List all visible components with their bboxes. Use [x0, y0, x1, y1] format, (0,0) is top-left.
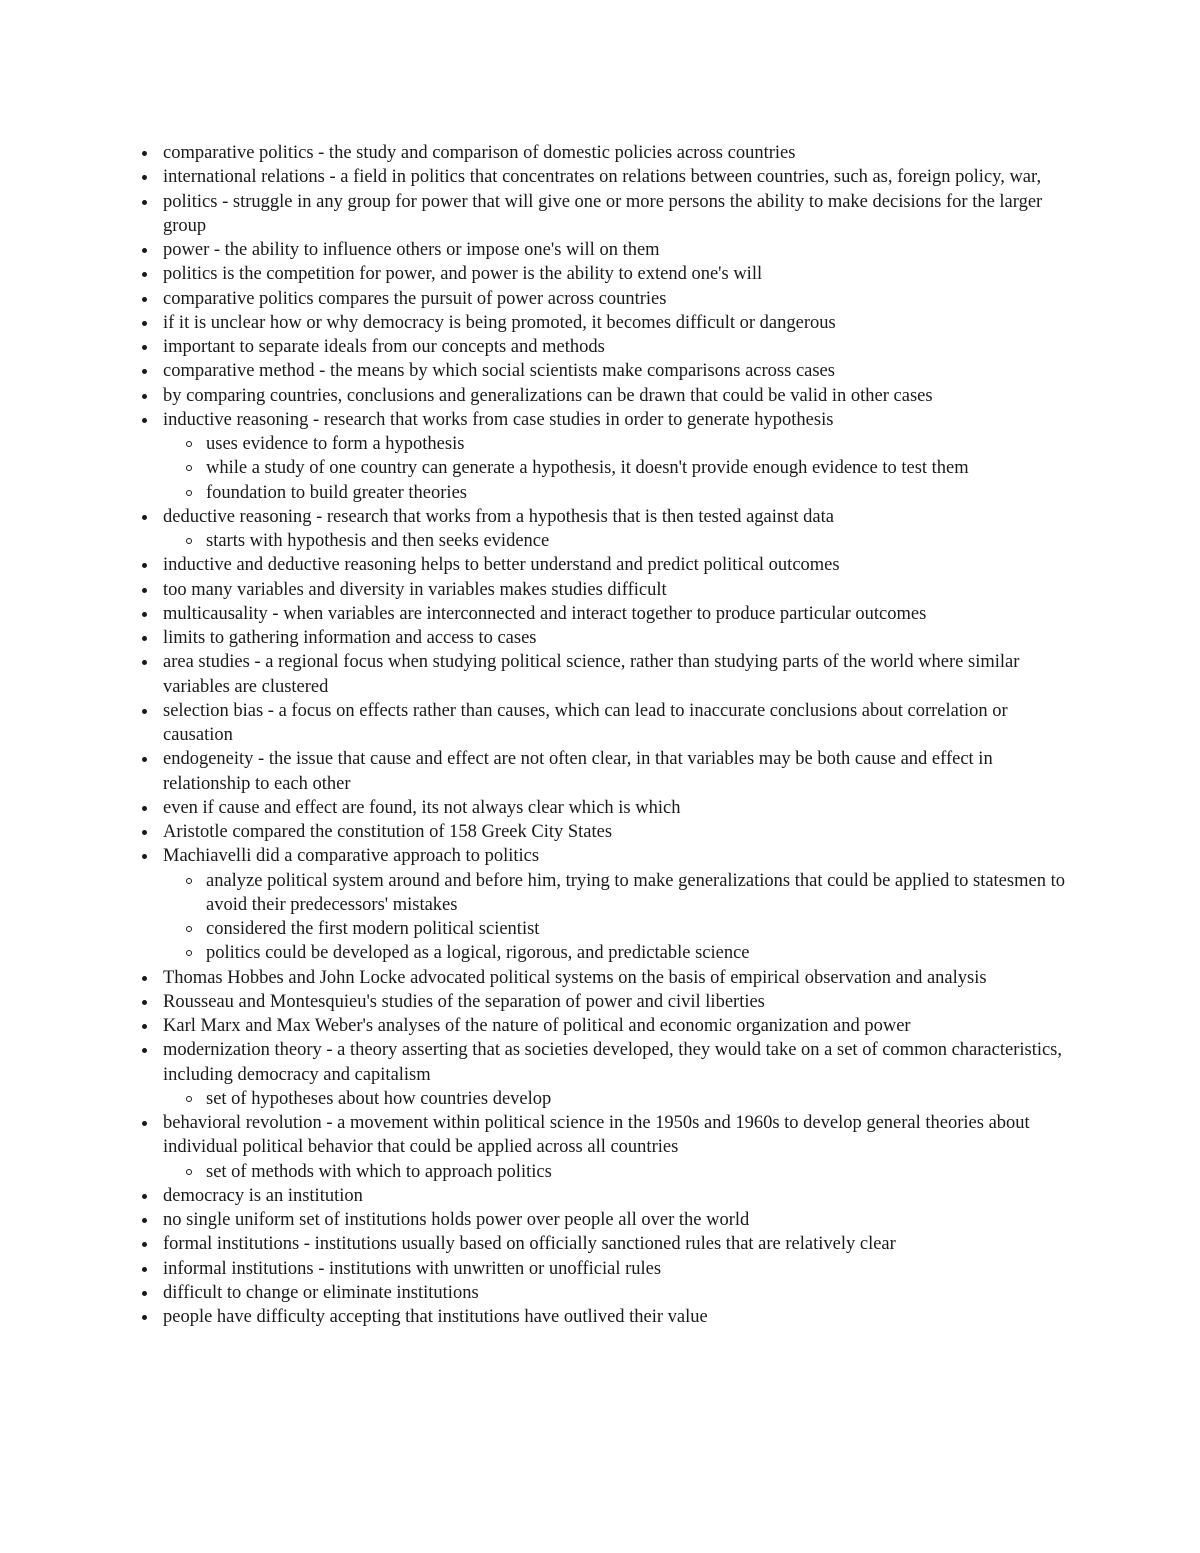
bullet-item: people have difficulty accepting that institutions have outlived their value — [140, 1305, 1065, 1329]
bullet-item: politics is the competition for power, and power is the ability to extend one's will — [140, 262, 1065, 286]
bullet-item: democracy is an institution — [140, 1184, 1065, 1208]
sub-bullet-item: considered the first modern political scientist — [140, 917, 1065, 941]
bullet-item: behavioral revolution - a movement within political science in the 1950s and 1960s to develop general theories about individual political behavior that could be applied across all countries — [140, 1111, 1065, 1160]
bullet-item: Machiavelli did a comparative approach to politics — [140, 844, 1065, 868]
bullet-item: comparative politics compares the pursuit of power across countries — [140, 287, 1065, 311]
bullet-item: multicausality - when variables are interconnected and interact together to produce particular outcomes — [140, 602, 1065, 626]
sub-bullet-item: uses evidence to form a hypothesis — [140, 432, 1065, 456]
bullet-item: international relations - a field in politics that concentrates on relations between countries, such as, foreign policy, war, — [140, 165, 1065, 189]
bullet-item: selection bias - a focus on effects rather than causes, which can lead to inaccurate conclusions about correlation or causation — [140, 699, 1065, 748]
bullet-item: modernization theory - a theory asserting that as societies developed, they would take on a set of common characteristics, including democracy and capitalism — [140, 1038, 1065, 1087]
bullet-item: endogeneity - the issue that cause and effect are not often clear, in that variables may be both cause and effect in relationship to each other — [140, 747, 1065, 796]
bullet-item: inductive and deductive reasoning helps to better understand and predict political outcomes — [140, 553, 1065, 577]
bullet-item: formal institutions - institutions usually based on officially sanctioned rules that are relatively clear — [140, 1232, 1065, 1256]
bullet-item: Aristotle compared the constitution of 158 Greek City States — [140, 820, 1065, 844]
bullet-item: even if cause and effect are found, its not always clear which is which — [140, 796, 1065, 820]
bullet-item: by comparing countries, conclusions and generalizations can be drawn that could be valid in other cases — [140, 384, 1065, 408]
bullet-item: if it is unclear how or why democracy is being promoted, it becomes difficult or dangerous — [140, 311, 1065, 335]
sub-bullet-item: starts with hypothesis and then seeks evidence — [140, 529, 1065, 553]
sub-bullet-item: set of methods with which to approach politics — [140, 1160, 1065, 1184]
bullet-item: area studies - a regional focus when studying political science, rather than studying parts of the world where similar variables are clustered — [140, 650, 1065, 699]
bullet-item: Rousseau and Montesquieu's studies of the separation of power and civil liberties — [140, 990, 1065, 1014]
bullet-item: inductive reasoning - research that works from case studies in order to generate hypothesis — [140, 408, 1065, 432]
bullet-item: politics - struggle in any group for power that will give one or more persons the ability to make decisions for the larger group — [140, 190, 1065, 239]
bullet-item: power - the ability to influence others or impose one's will on them — [140, 238, 1065, 262]
bullet-item: Karl Marx and Max Weber's analyses of the nature of political and economic organization and power — [140, 1014, 1065, 1038]
bullet-item: important to separate ideals from our concepts and methods — [140, 335, 1065, 359]
sub-bullet-item: set of hypotheses about how countries develop — [140, 1087, 1065, 1111]
bullet-item: comparative politics - the study and comparison of domestic policies across countries — [140, 141, 1065, 165]
bullet-item: limits to gathering information and access to cases — [140, 626, 1065, 650]
bullet-item: comparative method - the means by which social scientists make comparisons across cases — [140, 359, 1065, 383]
sub-bullet-item: analyze political system around and before him, trying to make generalizations that could be applied to statesmen to avoid their predecessors' mistakes — [140, 869, 1065, 918]
bullet-item: Thomas Hobbes and John Locke advocated political systems on the basis of empirical observation and analysis — [140, 966, 1065, 990]
bullet-item: deductive reasoning - research that works from a hypothesis that is then tested against data — [140, 505, 1065, 529]
bullet-item: difficult to change or eliminate institutions — [140, 1281, 1065, 1305]
sub-bullet-item: while a study of one country can generate a hypothesis, it doesn't provide enough evidence to test them — [140, 456, 1065, 480]
bullet-item: too many variables and diversity in variables makes studies difficult — [140, 578, 1065, 602]
sub-bullet-item: politics could be developed as a logical, rigorous, and predictable science — [140, 941, 1065, 965]
notes-list — [140, 141, 1065, 1329]
bullet-item: informal institutions - institutions with unwritten or unofficial rules — [140, 1257, 1065, 1281]
bullet-item: no single uniform set of institutions holds power over people all over the world — [140, 1208, 1065, 1232]
sub-bullet-item: foundation to build greater theories — [140, 481, 1065, 505]
